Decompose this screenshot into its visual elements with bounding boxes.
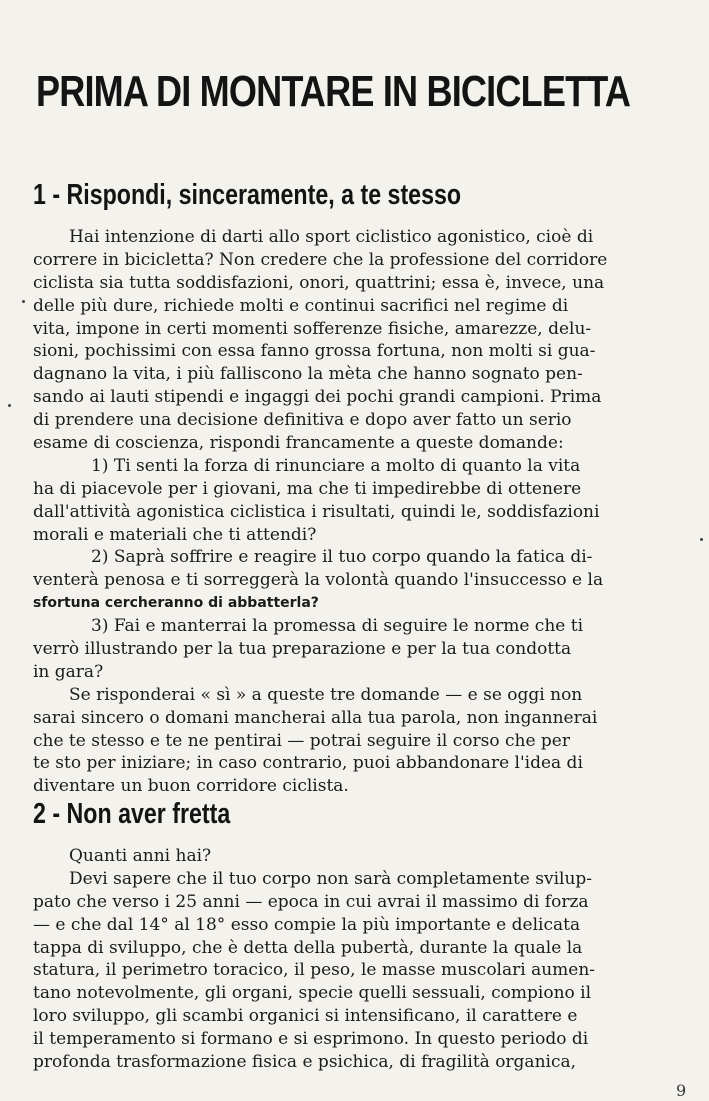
text-line: vita, impone in certi momenti sofferenze fisiche, amarezze, delu- — [33, 318, 592, 339]
text-line: che te stesso e te ne pentirai — potrai seguire il corso che per — [33, 730, 570, 751]
text-line: statura, il perimetro toracico, il peso, le masse muscolari aumen- — [33, 960, 596, 981]
section-2-body — [33, 845, 688, 1074]
text-line: Hai intenzione di darti allo sport ciclistico agonistico, cioè di — [69, 227, 594, 247]
text-line: Devi sapere che il tuo corpo non sarà completamente svilup- — [69, 868, 593, 889]
text-line: Se risponderai « sì » a queste tre domande — e se oggi non — [69, 684, 583, 705]
text-line: verrò illustrando per la tua preparazione e per la tua condotta — [33, 639, 572, 660]
text-line: dagnano la vita, i più falliscono la mèta che hanno sognato pen- — [33, 364, 583, 385]
text-line: ha di piacevole per i giovani, ma che ti impedirebbe di ottenere — [33, 478, 582, 499]
text-line: diventare un buon corridore ciclista. — [33, 776, 349, 797]
text-line: dall'attività agonistica ciclistica i risultati, quindi le, soddisfazioni — [33, 501, 600, 522]
text-line: pato che verso i 25 anni — epoca in cui avrai il massimo di forza — [33, 891, 589, 912]
text-line: 3) Fai e manterrai la promessa di seguire le norme che ti — [91, 616, 584, 637]
text-line: morali e materiali che ti attendi? — [33, 524, 317, 545]
page-title: PRIMA DI MONTARE IN BICICLETTA — [36, 67, 631, 116]
text-line: tano notevolmente, gli organi, specie quelli sessuali, compiono il — [33, 983, 592, 1004]
text-line: sarai sincero o domani mancherai alla tua parola, non ingannerai — [33, 707, 598, 728]
text-line: te sto per iniziare; in caso contrario, puoi abbandonare l'idea di — [33, 753, 583, 774]
text-line: venterà penosa e ti sorreggerà la volontà quando l'insuccesso e la — [33, 570, 604, 591]
section-1-body — [33, 226, 688, 798]
text-line: tappa di sviluppo, che è detta della pubertà, durante la quale la — [33, 937, 583, 958]
print-speck — [22, 300, 25, 303]
text-line: sando ai lauti stipendi e ingaggi dei pochi grandi campioni. Prima — [33, 387, 602, 408]
text-line: di prendere una decisione definitiva e dopo aver fatto un serio — [33, 410, 572, 431]
text-line: Quanti anni hai? — [69, 846, 212, 866]
page-number: 9 — [676, 1081, 687, 1100]
print-speck — [700, 538, 703, 541]
section-1-heading: 1 - Rispondi, sinceramente, a te stesso — [33, 179, 462, 211]
text-line: delle più dure, richiede molti e continui sacrifici nel regime di — [33, 295, 569, 316]
text-line: il temperamento si formano e si esprimono. In questo periodo di — [33, 1029, 589, 1050]
text-line: profonda trasformazione fisica e psichica, di fragilità organica, — [33, 1052, 577, 1073]
text-line: 2) Saprà soffrire e reagire il tuo corpo quando la fatica di- — [91, 547, 593, 568]
text-line: correre in bicicletta? Non credere che la professione del corridore — [33, 249, 608, 270]
text-line: esame di coscienza, rispondi francamente a queste domande: — [33, 433, 564, 454]
text-line: sioni, pochissimi con essa fanno grossa fortuna, non molti si gua- — [33, 341, 596, 362]
text-line: 1) Ti senti la forza di rinunciare a molto di quanto la vita — [91, 455, 581, 476]
print-speck — [8, 404, 11, 407]
text-line: in gara? — [33, 661, 104, 682]
text-line: ciclista sia tutta soddisfazioni, onori, quattrini; essa è, invece, una — [33, 272, 605, 293]
text-line: loro sviluppo, gli scambi organici si intensificano, il carattere e — [33, 1006, 578, 1027]
section-2-heading: 2 - Non aver fretta — [33, 798, 231, 830]
text-line: — e che dal 14° al 18° esso compie la più importante e delicata — [33, 914, 581, 935]
text-line: sfortuna cercheranno di abbatterla? — [33, 595, 319, 612]
